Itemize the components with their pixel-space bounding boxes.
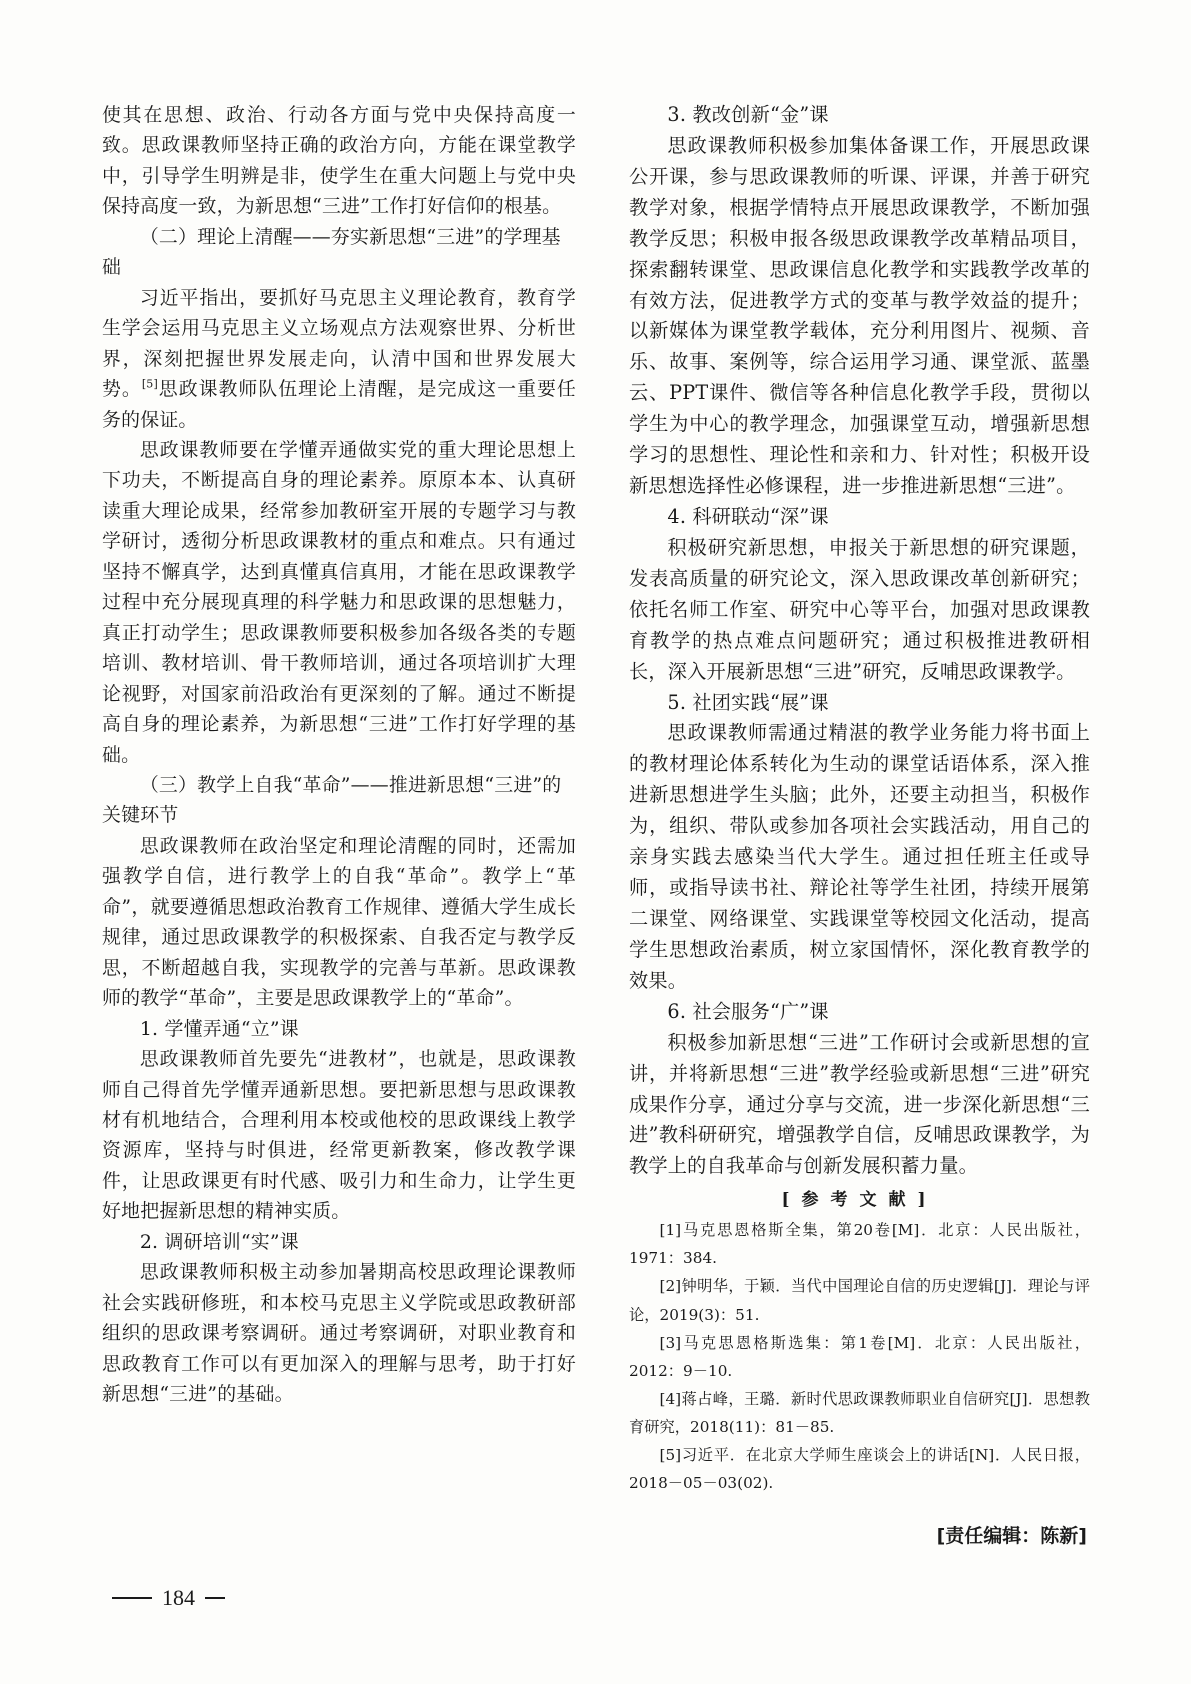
section-heading: （二）理论上清醒——夯实新思想“三进”的学理基础 — [102, 225, 561, 279]
body-paragraph: 思政课教师需通过精湛的教学业务能力将书面上的教材理论体系转化为生动的课堂话语体系，深入推进新思想进学生头脑；此外，还要主动担当，积极作为，组织、带队或参加各项社会实践活动，用自己的亲身实践去感染当代大学生。通过担任班主任或导师，或指导读书社、辩论社等学生社团，持续开展第二课堂、网络课堂、实践课堂等校园文化活动，提高学生思想政治素质，树立家国情怀，深化教育教学的效果。 — [629, 721, 1090, 992]
footer-dash-left — [112, 1597, 152, 1599]
body-paragraph: 积极参加新思想“三进”工作研讨会或新思想的宣讲，并将新思想“三进”教学经验或新思想“三进”研究成果作分享，通过分享与交流，进一步深化新思想“三进”教科研研究，增强教学自信，反哺思政课教学，为教学上的自我革命与创新发展积蓄力量。 — [629, 1030, 1090, 1178]
page-number-footer — [112, 1585, 225, 1611]
footer-dash-right — [205, 1597, 225, 1599]
reference-item: [5]习近平．在北京大学师生座谈会上的讲话[N]．人民日报，2018－05－03(02). — [629, 1445, 1090, 1492]
body-paragraph: 思政课教师积极主动参加暑期高校思政理论课教师社会实践研修班，和本校马克思主义学院或思政教研部组织的思政课考察调研。通过考察调研，对职业教育和思政教育工作可以有更加深入的理解与思考，助于打好新思想“三进”的基础。 — [102, 1261, 576, 1406]
reference-item: [3]马克思恩格斯选集：第1卷[M]．北京：人民出版社，2012：9－10. — [629, 1333, 1090, 1380]
body-paragraph: 使其在思想、政治、行动各方面与党中央保持高度一致。思政课教师坚持正确的政治方向，方能在课堂教学中，引导学生明辨是非，使学生在重大问题上与党中央保持高度一致，为新思想“三进”工作打好信仰的根基。 — [102, 104, 576, 218]
paragraph-text: 思政课教师队伍理论上清醒，是完成这一重要任务的保证。 — [102, 378, 576, 431]
subsection-heading: 3. 教改创新“金”课 — [667, 103, 829, 126]
subsection-heading: 4. 科研联动“深”课 — [667, 504, 829, 528]
references-title: [参考文献] — [781, 1190, 938, 1211]
body-paragraph — [102, 283, 576, 435]
paragraph-text: 习近平指出，要抓好马克思主义理论教育，教育学生学会运用马克思主义立场观点方法观察世界、分析世界，深刻把握世界发展走向，认清中国和世界发展大势。 — [102, 286, 576, 401]
reference-item: [1]马克思恩格斯全集，第20卷[M]．北京：人民出版社，1971：384. — [629, 1221, 1090, 1268]
body-paragraph: 思政课教师积极参加集体备课工作，开展思政课公开课，参与思政课教师的听课、评课，并善于研究教学对象，根据学情特点开展思政课教学，不断加强教学反思；积极申报各级思政课教学改革精品项目，探索翻转课堂、思政课信息化教学和实践教学改革的有效方法，促进教学方式的变革与教学效益的提升；以新媒体为课堂教学载体，充分利用图片、视频、音乐、故事、案例等，综合运用学习通、课堂派、蓝墨云、PPT课件、微信等各种信息化教学手段，贯彻以学生为中心的教学理念，加强课堂互动，增强新思想学习的思想性、理论性和亲和力、针对性；积极开设新思想选择性必修课程，进一步推进新思想“三进”。 — [629, 133, 1090, 498]
body-paragraph: 积极研究新思想，申报关于新思想的研究课题，发表高质量的研究论文，深入思政课改革创新研究；依托名师工作室、研究中心等平台，加强对思政课教育教学的热点难点问题研究；通过积极推进教研相长，深入开展新思想“三进”研究，反哺思政课教学。 — [629, 535, 1090, 683]
subsection-heading: 2. 调研培训“实”课 — [139, 1230, 299, 1253]
body-paragraph: 思政课教师要在学懂弄通做实党的重大理论思想上下功夫，不断提高自身的理论素养。原原本本、认真研读重大理论成果，经常参加教研室开展的专题学习与教学研讨，透彻分析思政课教材的重点和难点。只有通过坚持不懈真学，达到真懂真信真用，才能在思政课教学过程中充分展现真理的科学魅力和思政课的思想魅力，真正打动学生；思政课教师要积极参加各级各类的专题培训、教材培训、骨干教师培训，通过各项培训扩大理论视野，对国家前沿政治有更深刻的了解。通过不断提高自身的理论素养，为新思想“三进”工作打好学理的基础。 — [102, 438, 576, 766]
right-column — [629, 100, 1090, 1497]
reference-item: [4]蒋占峰，王璐．新时代思政课教师职业自信研究[J]．思想教育研究，2018(11)：81－85. — [629, 1389, 1090, 1436]
section-heading: （三）教学上自我“革命”——推进新思想“三进”的关键环节 — [102, 773, 562, 827]
subsection-heading: 5. 社团实践“展”课 — [667, 690, 829, 714]
reference-item: [2]钟明华，于颖．当代中国理论自信的历史逻辑[J]．理论与评论，2019(3)：51. — [629, 1277, 1090, 1324]
citation-marker: [5] — [141, 377, 158, 391]
subsection-heading: 6. 社会服务“广”课 — [667, 999, 829, 1023]
body-paragraph: 思政课教师首先要先“进教材”，也就是，思政课教师自己得首先学懂弄通新思想。要把新思想与思政课教材有机地结合，合理利用本校或他校的思政课线上教学资源库，坚持与时俱进，经常更新教案，修改教学课件，让思政课更有时代感、吸引力和生命力，让学生更好地把握新思想的精神实质。 — [102, 1048, 576, 1223]
body-paragraph: 思政课教师在政治坚定和理论清醒的同时，还需加强教学自信，进行教学上的自我“革命”。教学上“革命”，就要遵循思想政治教育工作规律、遵循大学生成长规律，通过思政课教学的积极探索、自我否定与教学反思，不断超越自我，实现教学的完善与革新。思政课教师的教学“革命”，主要是思政课教学上的“革命”。 — [102, 834, 576, 1010]
subsection-heading: 1. 学懂弄通“立”课 — [139, 1017, 299, 1040]
left-column — [102, 100, 576, 1409]
responsible-editor: [责任编辑：陈新] — [936, 1525, 1087, 1547]
page-number: 184 — [162, 1585, 195, 1610]
reference-list — [629, 1216, 1090, 1497]
